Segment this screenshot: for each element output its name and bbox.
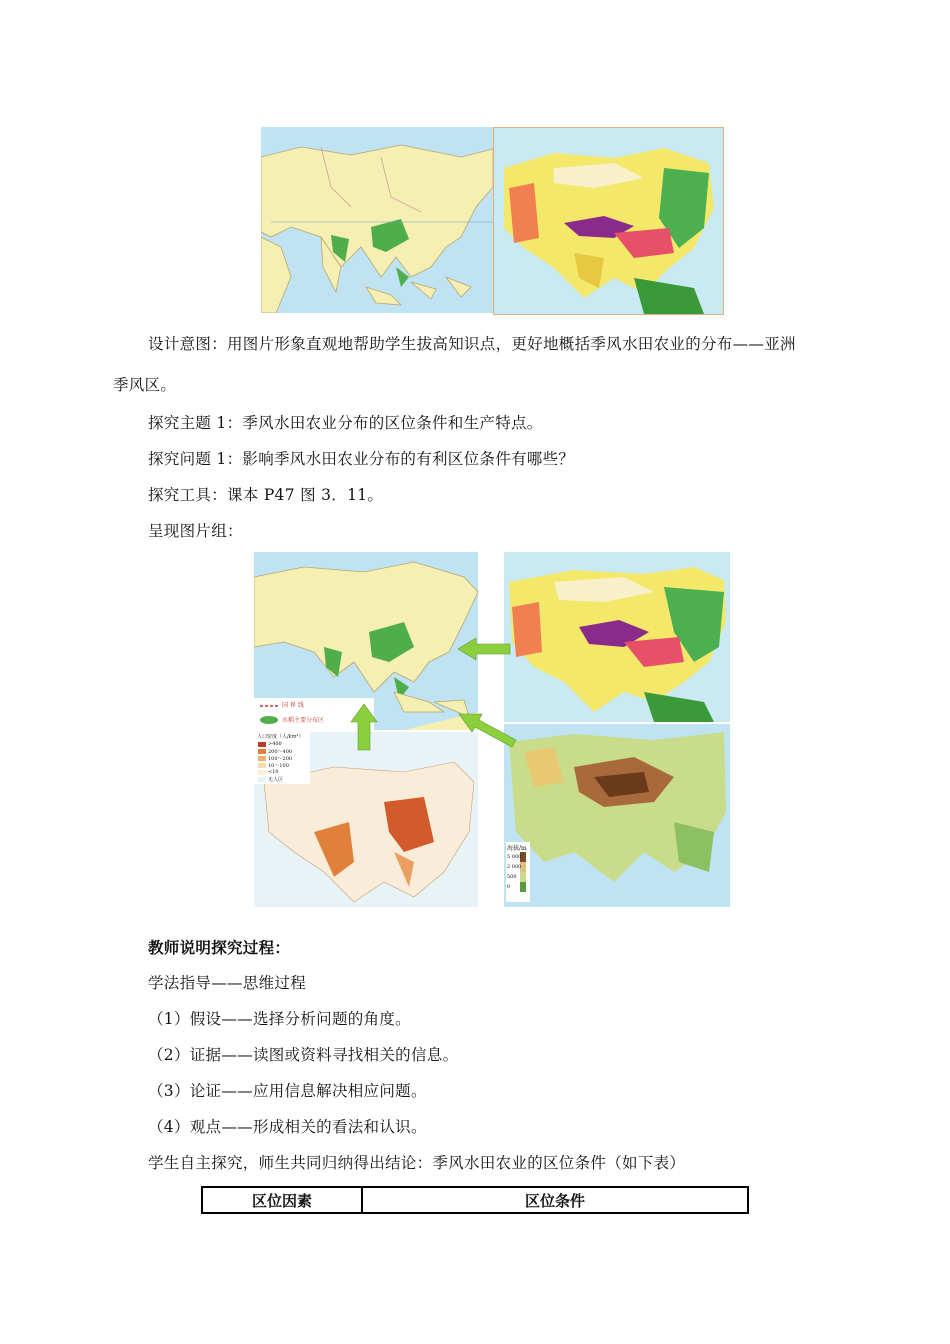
density-legend-title: 人口密度（人/km²） <box>257 734 304 740</box>
elevation-legend-2: 2 000 <box>507 864 522 870</box>
design-intent-line1: 设计意图：用图片形象直观地帮助学生拔高知识点，更好地概括季风水田农业的分布——亚洲 <box>148 335 796 353</box>
density-legend-1: >400 <box>268 741 282 747</box>
table-header-row <box>202 1187 748 1213</box>
tool: 探究工具：课本 P47 图 3．11。 <box>148 486 384 504</box>
header-condition: 区位条件 <box>362 1187 748 1213</box>
climate-type-map <box>493 127 724 315</box>
density-legend-4: 10～100 <box>268 763 289 769</box>
topic1: 探究主题 1：季风水田农业分布的区位条件和生产特点。 <box>148 414 543 432</box>
step4: （4）观点——形成相关的看法和认识。 <box>148 1118 427 1136</box>
density-legend-5: <10 <box>268 769 279 775</box>
figure-group <box>254 552 730 907</box>
design-intent-line2: 季风区。 <box>113 376 177 394</box>
show-group: 呈现图片组： <box>148 522 243 540</box>
rice-distribution-map <box>261 127 493 313</box>
density-legend-2: 200～400 <box>268 749 293 755</box>
question1: 探究问题 1：影响季风水田农业分布的有利区位条件有哪些？ <box>148 450 575 468</box>
legend-border-line: 国 界 线 <box>282 702 304 709</box>
legend-rice-area: 水稻主要分布区 <box>282 717 325 724</box>
elevation-legend-3: 500 <box>507 874 517 880</box>
method: 学法指导——思维过程 <box>148 974 307 992</box>
elevation-legend-title: 海拔/m <box>507 845 527 852</box>
step3: （3）论证——应用信息解决相应问题。 <box>148 1082 427 1100</box>
elevation-legend-1: 5 000 <box>507 854 522 860</box>
density-legend-3: 100～200 <box>268 756 293 762</box>
step1: （1）假设——选择分析问题的角度。 <box>148 1010 411 1028</box>
density-legend-6: 无人区 <box>268 777 284 783</box>
teacher-heading: 教师说明探究过程： <box>148 939 291 957</box>
conclusion: 学生自主探究，师生共同归纳得出结论：季风水田农业的区位条件（如下表） <box>148 1154 686 1172</box>
elevation-legend-4: 0 <box>507 884 511 890</box>
step2: （2）证据——读图或资料寻找相关的信息。 <box>148 1046 459 1064</box>
header-factor: 区位因素 <box>202 1187 362 1213</box>
location-table <box>201 1186 749 1214</box>
